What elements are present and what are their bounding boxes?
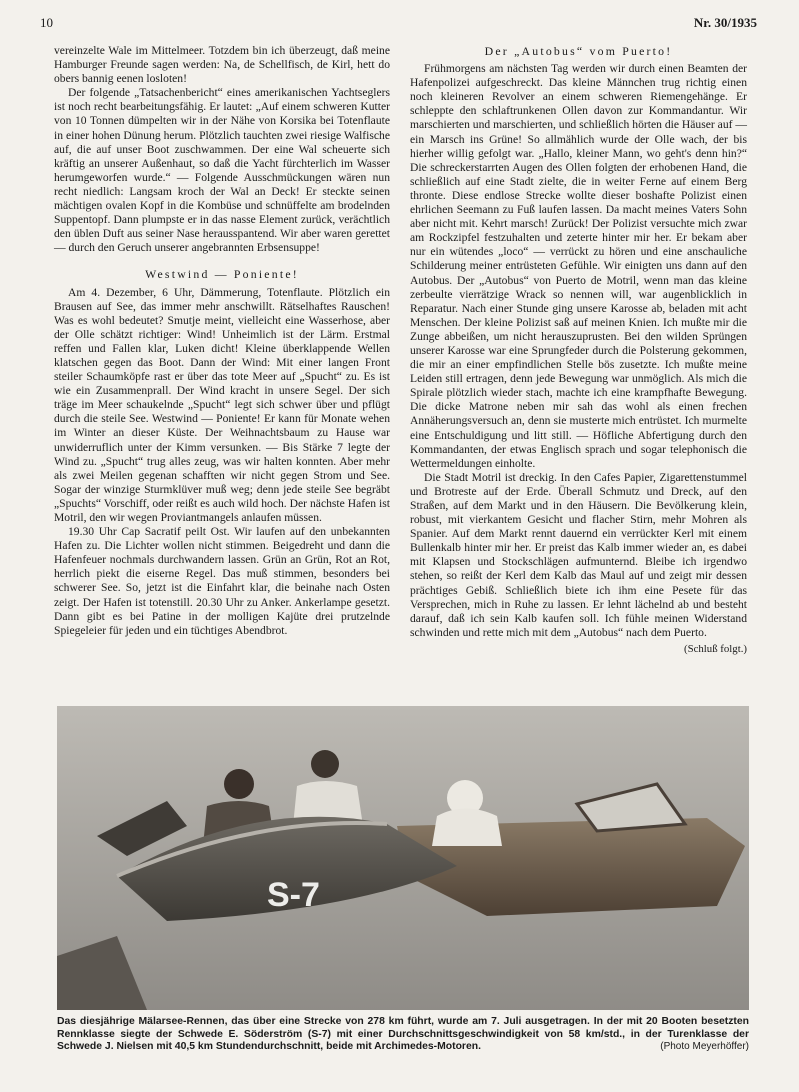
left-column <box>54 44 390 638</box>
caption-text: Das diesjährige Mälarsee-Rennen, das über eine Strecke von 278 km führt, wurde am 7. Juli ausgetragen. In der mit 20 Booten besetzten Rennklasse siegte der Schwede E. Söderström (S-7) mit einer Durchschnittsgeschwindigkeit von 58 km/std., in der Turenklasse der Schwede J. Nielsen mit 40,5 km Stundendurchschnitt, beide mit Archimedes-Motoren. <box>57 1016 749 1053</box>
race-boat-illustration <box>57 706 749 1010</box>
racer-leather-helmet <box>224 769 254 799</box>
race-boat-photo <box>57 706 749 1010</box>
boat-number-label: S-7 <box>267 876 320 914</box>
photo-credit: (Photo Meyerhöffer) <box>660 1041 749 1053</box>
paragraph: Der folgende „Tatsachenbericht“ eines amerikanischen Yachtseglers ist noch recht bearbeitungsfähig. Er lautet: „Auf einem schweren Kutter von 10 Tonnen dümpelten wir in der Nähe von Korsika bei Totenflaute in einer hohen Dünung herum. Plötzlich tauchten zwei riesige Walfische auf, die auf unser Boot zuschwammen. Der eine Wal scheuerte sich kräftig an unserer Außenhaut, so daß die Yacht fürchterlich im Wasser herumgeworfen wurde.“ — Folgende Ausschmückungen wären nun recht niedlich: Langsam kroch der Wal an Deck! Er steckte seinen mächtigen ovalen Kopf in die Kombüse und schnüffelte am brodelnden Suppentopf. Dann plumpste er in das nasse Element zurück, verächtlich den üblen Duft aus seiner Nase herausspantend. Wir aber waren gerettet — durch den Geruch unserer angebrannten Erbsensuppe! <box>54 86 390 255</box>
right-column <box>410 44 747 656</box>
driver-white-suit <box>432 809 502 847</box>
section-heading-westwind: Westwind — Poniente! <box>145 267 299 282</box>
photo-caption <box>57 1016 749 1054</box>
passenger-head <box>311 750 339 778</box>
issue-number: Nr. 30/1935 <box>693 15 757 30</box>
page-header <box>0 0 799 30</box>
paragraph: Frühmorgens am nächsten Tag werden wir durch einen Beamten der Hafenpolizei aufgeschreckt. Das kleine Männchen trug richtig einen noch kleineren Revolver an einem schweren Riemengehänge. Er schleppte den schlaftrunkenen Ollen davon zur Kommandantur. Wir marschierten und marschierten, und schließlich hörten die Häuser auf — ein Marsch ins Grüne! So allmählich wurde der Olle wach, der bis hierher willig gefolgt war. „Hallo, kleiner Mann, wo geht's denn hin?“ Die schreckerstarrten Augen des Ollen folgten der erhobenen Hand, die schließlich auf eine Stadt zielte, die in weiter Ferne auf einem Berg thronte. Diese endlose Strecke wollte dieser boshafte Polizist einen ehrlichen Seemann zu Fuß laufen lassen. Da macht meines Vaters Sohn aber nicht mit. Kehrt marsch! Zurück! Der Polizist versuchte mich zwar am Rockzipfel festzuhalten und zeterte hinter mir her. Er bekam aber nur ein wütendes „loco“ — verrückt zu hören und eine anschauliche Schilderung meiner entrüsteten Gefühle. Wir einigten uns dann auf den Autobus. Der „Autobus“ von Puerto de Motril, wenn man das kleine zerbeulte vierrätzige Wrack so nennen will, war augenblicklich in Reparatur. Nach einer Stunde ging unsere Karosse ab, beladen mit acht Menschen. Der kleine Polizist saß auf meinen Knien. Ich mußte mir die Zunge abbeißen, um nicht herauszuprusten. Bei den wilden Sprüngen unserer Karosse war eine Sprungfeder durch die Polsterung gekommen, die mir an einer empfindlichen Stelle bös zusetzte. Ich mußte meine Leiden still ertragen, denn jede Bewegung war unmöglich. Als mich die Spirale plötzlich wieder stach, machte ich eine krampfhafte Bewegung. Die dicke Matrone neben mir sah das wohl als einen frechen Annäherungsversuch an, denn sie musterte mich entrüstet. Ich murmelte eine Entschuldigung und litt still. — Höfliche Abfertigung durch den Kommandanten, der etwas Englisch sprach und sogar telephonisch die Wettermeldungen einholte. <box>410 62 747 470</box>
paragraph: 19.30 Uhr Cap Sacratif peilt Ost. Wir laufen auf den unbekannten Hafen zu. Die Lichter wollen nicht stimmen. Beigedreht und dann die Hafenfeuer nochmals durchwandern lassen. Grün an Grün, Rot an Rot, herrlich piekt die eiserne Regel. Das muß stimmen, besonders bei schwerer See. So, jetzt ist die Einfahrt klar, die beinahe nach Osten zeigt. Der Hafen ist totenstill. 20.30 Uhr zu Anker. Ankerlampe gesetzt. Dann gibt es bei Patine in der molligen Kajüte drei prutzelnde Spiegeleier für jeden und ein tüchtiges Abendbrot. <box>54 525 390 637</box>
paragraph: vereinzelte Wale im Mittelmeer. Totzdem bin ich überzeugt, daß meine Hamburger Freunde sagen werden: Na, de Schellfisch, de Kirl, hett do obers bannig eenen losloten! <box>54 44 390 86</box>
section-heading-autobus: Der „Autobus“ vom Puerto! <box>484 44 673 58</box>
paragraph: Am 4. Dezember, 6 Uhr, Dämmerung, Totenflaute. Plötzlich ein Brausen auf See, das immer mehr anschwillt. Rätselhaftes Rauschen! Was es wohl bedeutet? Smutje meint, vielleicht eine Wasserhose, aber der Olle schätzt richtiger: Wind! Unheimlich ist der Lärm. Erstmal reffen und Fallen klar, Luken dicht! Kleine überklappende Wellen klatschen gegen das Boot. Dann der Wind: Mit einer langen Front steiler Schaumköpfe rast er über das tote Meer auf „Spucht“ zu. Es ist wie ein Zusammenprall. Der Wind kracht in unsere Segel. Der sich träge im Meer schaukelnde „Spucht“ legt sich schwer über und pflügt durch die steile See. Westwind — Poniente! Er kann für Monate wehen im Winter an dieser Küste. Der Weihnachtsbaum zu Hause war unwiderruflich unter der Kimm versunken. — Bis Stärke 7 legte der Wind zu. „Spucht“ trug alles zeug, was wir halten konnten. Aber mehr als zwei Meilen gegenan schafften wir nicht gegen Strom und See. Sogar der winzige Sturmklüver muß weg; denn jede steile See begräbt „Spuchts“ Vorschiff, oder reißt es auch wild hoch. Der nächste Hafen ist Motril, den wir wegen Proviantmangels anlaufen müssen. <box>54 285 390 524</box>
continuation-note: (Schluß folgt.) <box>684 642 747 655</box>
paragraph: Die Stadt Motril ist dreckig. In den Cafes Papier, Zigarettenstummel und Brotreste auf der Erde. Überall Schmutz und Dreck, auf den Straßen, auf dem Markt und in den Häusern. Die Bevölkerung klein, robust, mit vierkantem Gesicht und flacher Stirn, mehr Mohren als Spanier. Auf dem Markt rennt dauernd ein verrückter Kerl mit einem Bullenkalb hinter mir her. Er preist das Kalb immer wieder an, es dabei mit Klapsen und Stockschlägen aufmunternd. Bleibe ich irgendwo stehen, so reißt der Kerl dem Kalb das Maul auf und zeigt mir dessen prächtiges Gebiß. Schließlich biete ich ihm eine Pesete für das Versprechen, mich in Ruhe zu lassen. Er lehnt lächelnd ab und besteht darauf, daß ich sein Kalb kaufen soll. Ich fühle meinen Widerstand schwinden und rette mich mit dem „Autobus“ nach dem Puerto. <box>410 470 747 639</box>
page-number: 10 <box>40 15 53 30</box>
